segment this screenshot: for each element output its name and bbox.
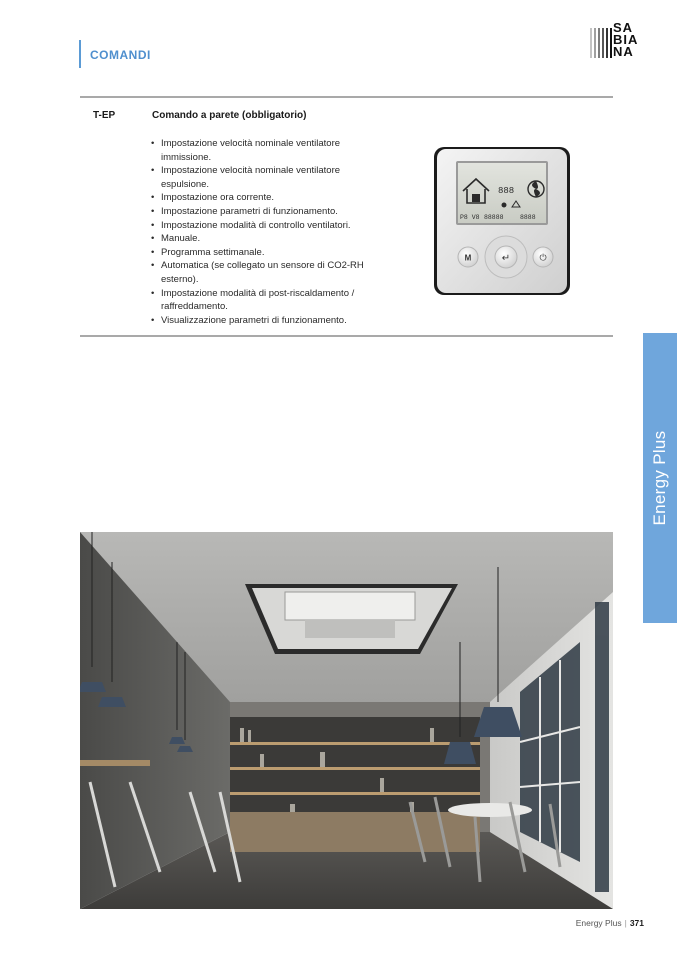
- wall-controller-icon: [432, 145, 572, 302]
- list-item: • Impostazione velocità nominale ventilatore espulsione.: [150, 164, 390, 191]
- lcd-digits-left: 88888: [484, 214, 504, 221]
- footer-label: Energy Plus: [575, 918, 622, 928]
- list-item: • Impostazione ora corrente.: [150, 191, 390, 205]
- product-title: Comando a parete (obbligatorio): [152, 110, 307, 121]
- interior-photo: [80, 532, 613, 909]
- lcd-digits-right: 8888: [520, 214, 536, 221]
- section-title: COMANDI: [90, 48, 151, 62]
- lcd-code: P8 V8: [460, 214, 480, 221]
- side-tab-label: Energy Plus: [650, 430, 669, 526]
- lcd-digits-top: 888: [498, 186, 515, 196]
- power-button-label: ⏻: [539, 252, 547, 263]
- list-item: • Impostazione modalità di controllo ventilatori.: [150, 219, 390, 233]
- list-item: • Automatica (se collegato un sensore di CO2-RH esterno).: [150, 259, 390, 286]
- list-item: • Impostazione modalità di post-riscaldamento / raffreddamento.: [150, 287, 390, 314]
- enter-button-label: ↵: [501, 253, 511, 264]
- side-tab: [643, 333, 677, 623]
- page-number: 371: [629, 918, 644, 928]
- list-item: • Impostazione parametri di funzionamento.: [150, 205, 390, 219]
- top-divider: [80, 96, 613, 98]
- mode-button-label: M: [464, 253, 472, 263]
- feature-list: [150, 137, 390, 327]
- list-item: • Visualizzazione parametri di funzionamento.: [150, 314, 390, 328]
- section-accent-bar: [79, 40, 81, 68]
- logo-wordmark: SA BIA NA: [613, 20, 639, 59]
- page-footer: [576, 918, 644, 928]
- list-item: • Manuale.: [150, 232, 390, 246]
- bottom-divider: [80, 335, 613, 337]
- product-code: T-EP: [93, 110, 116, 121]
- list-item: • Programma settimanale.: [150, 246, 390, 260]
- list-item: • Impostazione velocità nominale ventilatore immissione.: [150, 137, 390, 164]
- footer-separator: |: [624, 918, 627, 928]
